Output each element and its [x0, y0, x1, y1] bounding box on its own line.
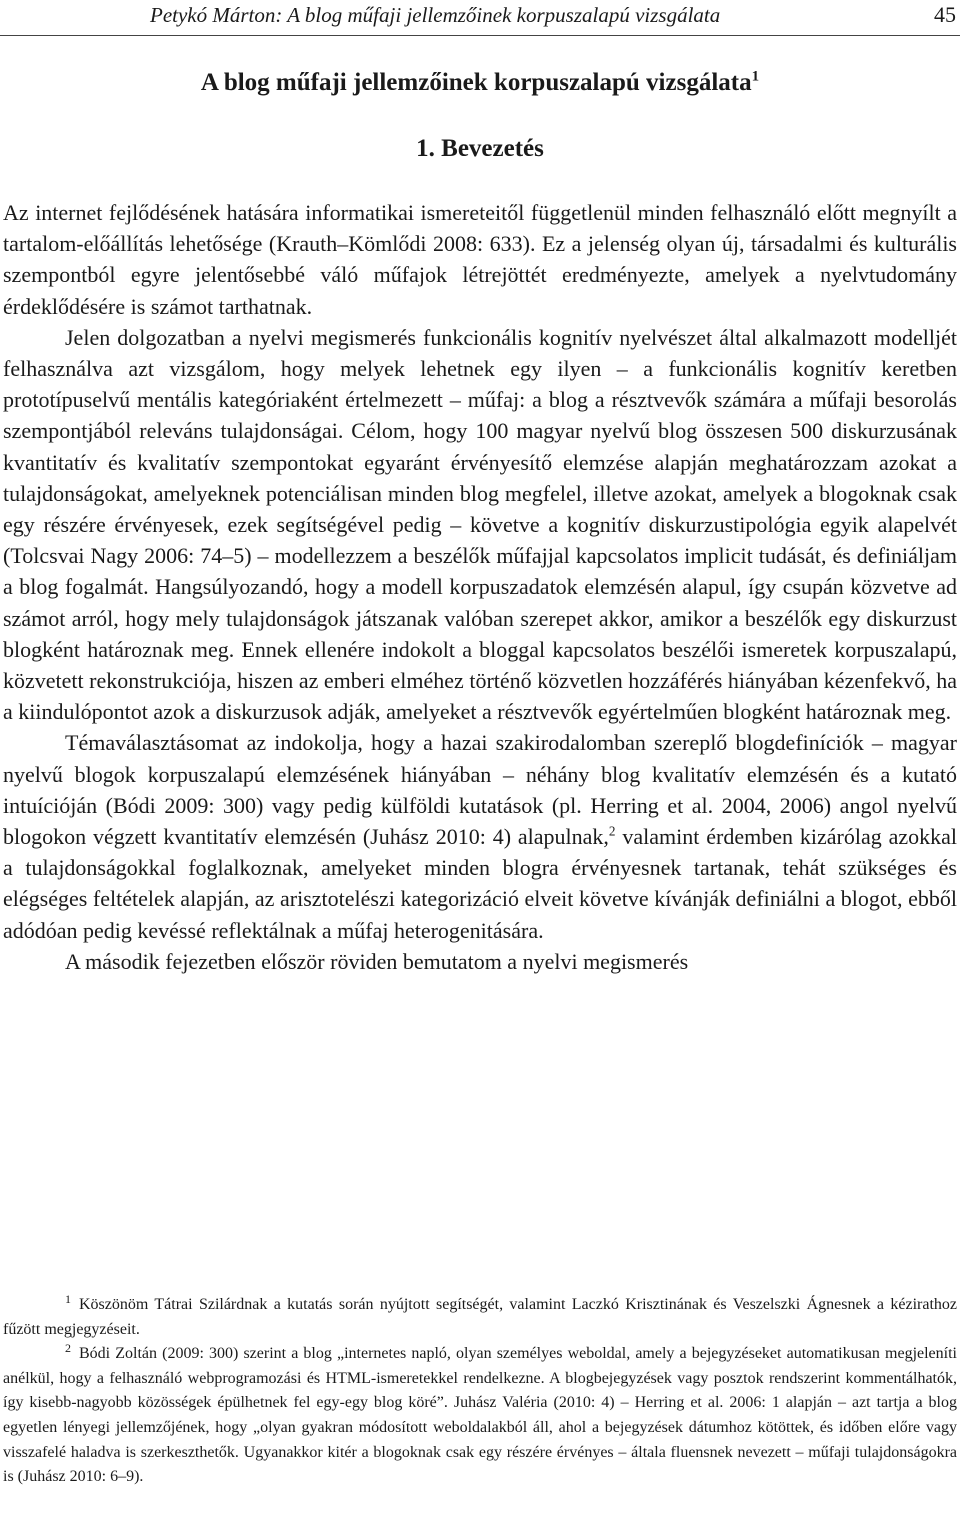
running-header — [0, 0, 960, 36]
paragraph-3-part-2: valamint érdemben kizárólag azokkal a tulajdonságokkal foglalkoznak, amelyeket minden blogra érvényesnek tartanak, tehát szükséges és elégséges feltételek alapján, az arisztotelészi kategorizáció elveit követve kívánják definiálni a blogot, ebből adódóan pedig kevéssé reflektálnak a műfaj heterogenitására. — [3, 824, 957, 943]
page-number: 45 — [934, 2, 956, 27]
article-title-text: A blog műfaji jellemzőinek korpuszalapú vizsgálata — [200, 69, 752, 96]
paragraph-1: Az internet fejlődésének hatására informatikai ismereteitől függetlenül minden felhasználó előtt megnyílt a tartalom-előállítás lehetősége (Krauth–Kömlődi 2008: 633). Ez a jelenség olyan új, társadalmi és kulturális szempontból egyre jelentősebbé váló műfajok létrejöttét eredményezte, amelyek a nyelvtudomány érdeklődésére is számot tarthatnak. — [3, 200, 957, 319]
footnotes — [3, 1293, 957, 1490]
paragraph-2: Jelen dolgozatban a nyelvi megismerés funkcionális kognitív nyelvészet által alkalmazott modelljét felhasználva azt vizsgálom, hogy melyek lehetnek egy ilyen – a funkcionális kognitív keretben prototípuselvű mentális kategóriaként értelmezett – műfaj: a blog a résztvevők számára a műfaji besorolás szempontjából releváns tulajdonságai. Célom, hogy 100 magyar nyelvű blog összesen 500 diskurzusának kvantitatív és kvalitatív szempontokat egyaránt érvényesítő elemzése alapján meghatározzam azokat a tulajdonságokat, amelyeknek potenciálisan minden blog megfelel, illetve azokat, amelyek a blogoknak csak egy részére érvényesek, ezek segítségével pedig – követve a kognitív diskurzustipológia egyik alapelvét (Tolcsvai Nagy 2006: 74–5) – modellezzem a beszélők műfajjal kapcsolatos implicit tudását, és definiáljam a blog fogalmát. Hangsúlyozandó, hogy a modell korpuszadatok elemzésén alapul, így csupán közvetve ad számot arról, hogy mely tulajdonságok játszanak valóban szerepet akkor, amikor a beszélők egy diskurzust blogként határoznak meg. Ennek ellenére indokolt a bloggal kapcsolatos beszélői ismeretek korpuszalapú, közvetett rekonstrukciója, hiszen az emberi elméhez történő közvetlen hozzáférés hiányában kézenfekvő, ha a kiindulópontot azok a diskurzusok adják, amelyeket a résztvevők egyértelműen blogként határoznak meg. — [3, 324, 957, 725]
footnote-1 — [3, 1293, 957, 1342]
paragraph-3 — [3, 727, 957, 945]
footnote-2-text: Bódi Zoltán (2009: 300) szerint a blog „internetes napló, olyan személyes weboldal, amely a bejegyzéseket automatikusan megjeleníti anélkül, hogy a felhasználó webprogramozási és HTML-ismeretekkel rendelkezne. A blogbejegyzések vagy posztok rendszerint kommentálhatók, így kisebb-nagyobb közösségek épülhetnek fel egy-egy blog köré”. Juhász Valéria (2010: 4) – Herring et al. 2006: 1 alapján – azt tartja a blog egyetlen lényegi jellemzőjének, hogy „olyan gyakran módosított weboldalakból áll, ahol a bejegyzések dátumhoz kötöttek, és időben előre vagy visszafelé haladva is szerkeszthetők. Ugyanakkor kitér a blogoknak csak egy részére érvényes – általa fluensnek nevezett – műfaji tulajdonságokra is (Juhász 2010: 6–9). — [3, 1345, 957, 1486]
running-title: Petykó Márton: A blog műfaji jellemzőinek korpuszalapú vizsgálata — [150, 3, 721, 27]
article-title — [0, 68, 960, 98]
paragraph-3-part-1: Témaválasztásomat az indokolja, hogy a hazai szakirodalomban szereplő blogdefiníciók – magyar nyelvű blogok korpuszalapú elemzésének hiányában – néhány blog kvalitatív elemzésén és a kutató intuícióján (Bódi 2009: 300) vagy pedig külföldi kutatások (pl. Herring et al. 2004, 2006) angol nyelvű blogokon végzett kvantitatív elemzésén (Juhász 2010: 4) alapulnak, — [3, 730, 957, 850]
body-text — [3, 197, 957, 977]
footnote-1-mark: 1 — [65, 1291, 71, 1306]
section-title: 1. Bevezetés — [416, 135, 544, 162]
title-footnote-mark: 1 — [751, 68, 760, 85]
footnote-1-text: Köszönöm Tátrai Szilárdnak a kutatás során nyújtott segítségét, valamint Laczkó Krisztinának és Veszelszki Ágnesnek a kézirathoz fűzött megjegyzéseit. — [3, 1296, 957, 1338]
footnote-2-mark: 2 — [65, 1340, 71, 1355]
paragraph-4: A második fejezetben először röviden bemutatom a nyelvi megismerés — [65, 948, 689, 974]
footnote-ref-2: 2 — [608, 823, 616, 839]
footnote-2 — [3, 1342, 957, 1490]
